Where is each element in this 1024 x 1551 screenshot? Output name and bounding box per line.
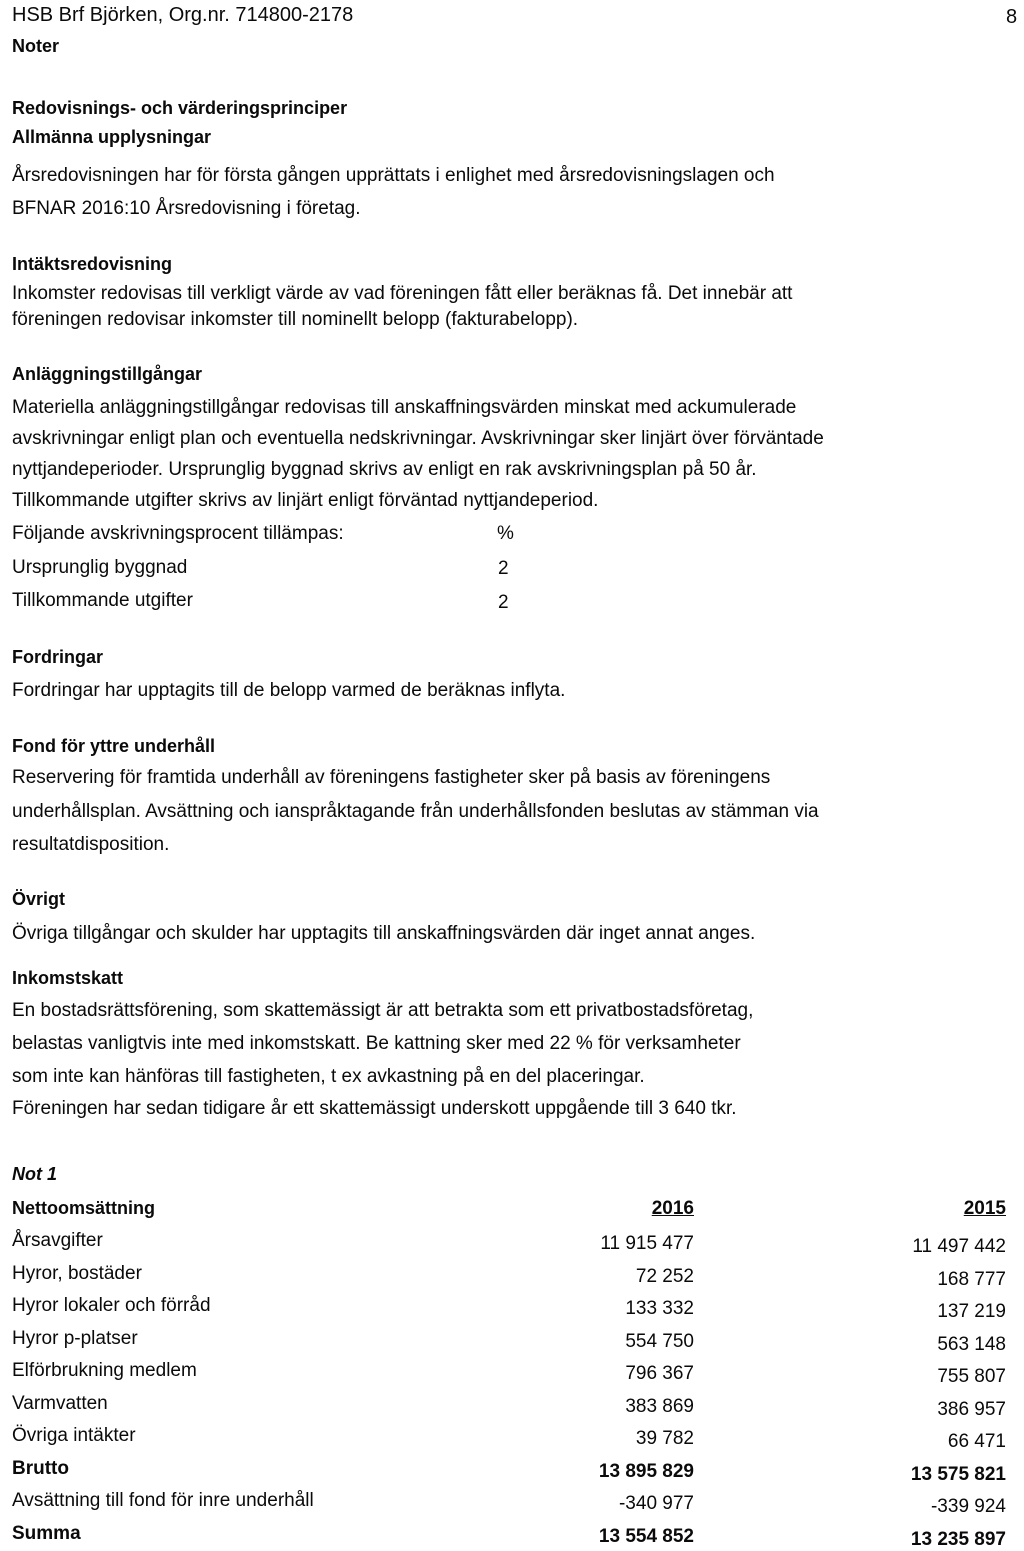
table-cell-2015: 137 219 — [937, 1301, 1006, 1322]
note-label: Not 1 — [12, 1164, 57, 1184]
other-line: Övriga tillgångar och skulder har upptagits till anskaffningsvärden där inget annat anges. — [12, 923, 756, 944]
table-cell-2016: 133 332 — [625, 1298, 694, 1319]
rate-label: Tillkommande utgifter — [12, 590, 193, 611]
rate-value: 2 — [498, 558, 509, 579]
table-row-label: Hyror p-platser — [12, 1328, 138, 1349]
tax-line: som inte kan hänföras till fastigheten, t ex avkastning på en del placeringar. — [12, 1066, 645, 1087]
table-cell-2016: 39 782 — [635, 1428, 694, 1449]
table-cell-2016: 554 750 — [625, 1331, 694, 1352]
assets-line: Tillkommande utgifter skrivs av linjärt enligt förväntad nyttjandeperiod. — [12, 490, 599, 511]
fund-heading: Fond för yttre underhåll — [12, 736, 216, 756]
table-row-label: Summa — [12, 1523, 81, 1544]
table-cell-2015: 13 235 897 — [910, 1529, 1006, 1550]
table-cell-2016: 796 367 — [625, 1363, 694, 1384]
table-cell-2015: 755 807 — [937, 1366, 1006, 1387]
table-cell-2015: 563 148 — [937, 1334, 1006, 1355]
assets-line: nyttjandeperioder. Ursprunglig byggnad skrivs av enligt en rak avskrivningsplan på 50 år. — [12, 459, 757, 480]
revenue-line: föreningen redovisar inkomster till nominellt belopp (fakturabelopp). — [12, 309, 579, 330]
table-row-label: Elförbrukning medlem — [12, 1360, 197, 1381]
rate-value: 2 — [498, 592, 509, 613]
table-row-label: Brutto — [12, 1458, 69, 1479]
notes-title: Noter — [12, 36, 60, 56]
receivables-heading: Fordringar — [12, 647, 104, 667]
table-cell-2015: 13 575 821 — [910, 1464, 1006, 1485]
fund-line: underhållsplan. Avsättning och ianspråktagande från underhållsfonden beslutas av stämman via — [12, 801, 819, 822]
table-row-label: Övriga intäkter — [12, 1425, 136, 1446]
general-line: Årsredovisningen har för första gången upprättats i enlighet med årsredovisningslagen och — [12, 165, 775, 186]
table-cell-2016: 11 915 477 — [600, 1233, 694, 1254]
revenue-line: Inkomster redovisas till verkligt värde av vad föreningen fått eller beräknas få. Det innebär att — [12, 283, 793, 304]
tax-line: En bostadsrättsförening, som skattemässigt är att betrakta som ett privatbostadsföretag, — [12, 1000, 754, 1021]
general-line: BFNAR 2016:10 Årsredovisning i företag. — [12, 198, 361, 219]
table-cell-2016: -340 977 — [618, 1493, 694, 1514]
fund-line: Reservering för framtida underhåll av föreningens fastigheter sker på basis av föreningens — [12, 767, 771, 788]
tax-line: Föreningen har sedan tidigare år ett skattemässigt underskott uppgående till 3 640 tkr. — [12, 1098, 737, 1119]
table-cell-2015: -339 924 — [930, 1496, 1006, 1517]
receivables-line: Fordringar har upptagits till de belopp varmed de beräknas inflyta. — [12, 680, 566, 701]
table-row-label: Hyror, bostäder — [12, 1263, 142, 1284]
other-heading: Övrigt — [12, 889, 66, 909]
column-header-2015: 2015 — [963, 1198, 1006, 1219]
rates-unit: % — [497, 523, 514, 544]
note-heading: Nettoomsättning — [12, 1198, 155, 1218]
table-cell-2015: 66 471 — [947, 1431, 1006, 1452]
rate-label: Ursprunglig byggnad — [12, 557, 188, 578]
table-cell-2015: 386 957 — [937, 1399, 1006, 1420]
tax-heading: Inkomstskatt — [12, 968, 124, 988]
assets-heading: Anläggningstillgångar — [12, 364, 203, 384]
table-cell-2015: 168 777 — [937, 1269, 1006, 1290]
table-cell-2015: 11 497 442 — [912, 1236, 1006, 1257]
table-cell-2016: 383 869 — [625, 1396, 694, 1417]
fund-line: resultatdisposition. — [12, 834, 170, 855]
column-header-2016: 2016 — [651, 1198, 694, 1219]
table-cell-2016: 13 554 852 — [598, 1526, 694, 1547]
assets-line: avskrivningar enligt plan och eventuella nedskrivningar. Avskrivningar sker linjärt över förväntade — [12, 428, 824, 449]
tax-line: belastas vanligtvis inte med inkomstskatt. Be kattning sker med 22 % för verksamheter — [12, 1033, 741, 1054]
table-row-label: Hyror lokaler och förråd — [12, 1295, 211, 1316]
page-number: 8 — [1006, 6, 1018, 28]
table-row-label: Varmvatten — [12, 1393, 108, 1414]
principles-title: Redovisnings- och värderingsprinciper — [12, 98, 348, 118]
table-row-label: Årsavgifter — [12, 1230, 103, 1251]
revenue-heading: Intäktsredovisning — [12, 254, 173, 274]
table-cell-2016: 13 895 829 — [598, 1461, 694, 1482]
general-heading: Allmänna upplysningar — [12, 127, 212, 147]
table-cell-2016: 72 252 — [635, 1266, 694, 1287]
org-header: HSB Brf Björken, Org.nr. 714800-2178 — [12, 4, 354, 26]
table-row-label: Avsättning till fond för inre underhåll — [12, 1490, 314, 1511]
rates-label: Följande avskrivningsprocent tillämpas: — [12, 523, 344, 544]
assets-line: Materiella anläggningstillgångar redovisas till anskaffningsvärden minskat med ackumulerade — [12, 397, 797, 418]
